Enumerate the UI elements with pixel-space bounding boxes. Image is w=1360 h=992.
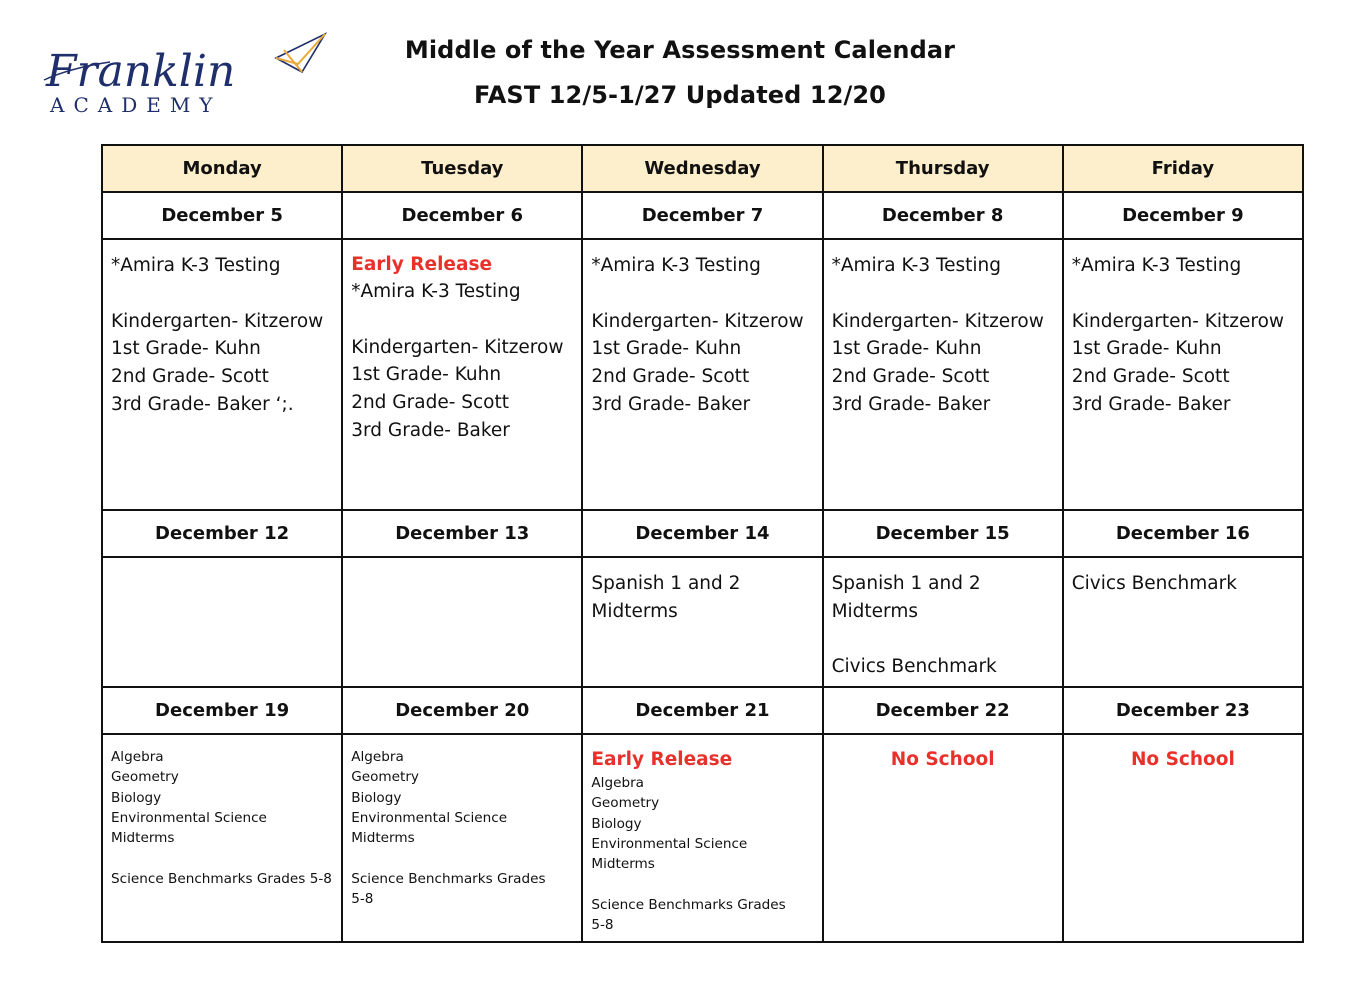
day-cell bbox=[582, 734, 822, 942]
date-label: December 21 bbox=[582, 687, 822, 734]
date-label: December 16 bbox=[1063, 510, 1303, 557]
event-line: Kindergarten- Kitzerow bbox=[591, 310, 804, 332]
event-line: *Amira K-3 Testing bbox=[1071, 255, 1242, 276]
event-line: 3rd Grade- Baker ‘;. bbox=[111, 393, 294, 415]
spacer bbox=[832, 626, 1054, 654]
event-line: 5-8 bbox=[591, 917, 614, 934]
event-line: Midterms bbox=[591, 600, 678, 622]
event-line: Midterms bbox=[351, 830, 415, 847]
weekday-tuesday: Tuesday bbox=[342, 145, 582, 192]
day-cell bbox=[823, 557, 1063, 687]
date-label: December 15 bbox=[823, 510, 1063, 557]
events-row bbox=[102, 239, 1303, 510]
event-line: 1st Grade- Kuhn bbox=[831, 338, 982, 360]
date-label: December 13 bbox=[342, 510, 582, 557]
event-line: 1st Grade- Kuhn bbox=[351, 364, 502, 386]
spacer bbox=[111, 848, 333, 868]
assessment-calendar bbox=[101, 144, 1304, 943]
day-cell bbox=[823, 239, 1063, 510]
date-label: December 5 bbox=[102, 192, 342, 239]
date-label: December 23 bbox=[1063, 687, 1303, 734]
franklin-academy-logo bbox=[40, 28, 340, 118]
event-line: 3rd Grade- Baker bbox=[1071, 393, 1231, 415]
event-line: Environmental Science bbox=[111, 809, 267, 826]
event-line: Algebra bbox=[111, 749, 164, 765]
logo-graphic bbox=[40, 28, 340, 118]
event-line: Midterms bbox=[831, 600, 918, 622]
event-line: 1st Grade- Kuhn bbox=[591, 338, 742, 360]
day-cell bbox=[342, 557, 582, 687]
alert-label: Early Release bbox=[351, 254, 492, 275]
weekday-wednesday: Wednesday bbox=[582, 145, 822, 192]
event-line: *Amira K-3 Testing bbox=[831, 255, 1002, 276]
date-label: December 8 bbox=[823, 192, 1063, 239]
event-line: 2nd Grade- Scott bbox=[831, 366, 990, 388]
day-cell bbox=[342, 239, 582, 510]
day-cell bbox=[582, 239, 822, 510]
day-cell bbox=[1063, 734, 1303, 942]
date-label: December 6 bbox=[342, 192, 582, 239]
event-line: 1st Grade- Kuhn bbox=[111, 338, 261, 360]
event-line: Environmental Science bbox=[591, 835, 748, 852]
weekday-thursday: Thursday bbox=[823, 145, 1063, 192]
page-subtitle: FAST 12/5-1/27 Updated 12/20 bbox=[474, 81, 886, 109]
event-line: Kindergarten- Kitzerow bbox=[1071, 310, 1285, 332]
event-line: Spanish 1 and 2 bbox=[591, 573, 741, 594]
spacer bbox=[591, 874, 813, 894]
spacer bbox=[832, 280, 1054, 308]
day-cell bbox=[102, 734, 342, 942]
page-title: Middle of the Year Assessment Calendar bbox=[404, 36, 956, 64]
weekday-friday: Friday bbox=[1063, 145, 1303, 192]
event-line: Civics Benchmark bbox=[1071, 573, 1237, 594]
date-label: December 19 bbox=[102, 687, 342, 734]
event-line: 3rd Grade- Baker bbox=[831, 393, 991, 415]
day-cell bbox=[1063, 239, 1303, 510]
event-line: Midterms bbox=[591, 856, 655, 873]
date-label: December 9 bbox=[1063, 192, 1303, 239]
event-line: *Amira K-3 Testing bbox=[351, 281, 521, 302]
spacer bbox=[111, 280, 333, 308]
event-line: Biology bbox=[591, 815, 642, 832]
date-row bbox=[102, 510, 1303, 557]
date-row bbox=[102, 192, 1303, 239]
spacer bbox=[351, 848, 573, 868]
day-cell bbox=[823, 734, 1063, 942]
day-cell bbox=[102, 239, 342, 510]
event-line: Algebra bbox=[591, 775, 644, 791]
alert-label: Early Release bbox=[591, 749, 733, 770]
event-line: Kindergarten- Kitzerow bbox=[351, 336, 564, 358]
event-line: Environmental Science bbox=[351, 809, 508, 826]
event-line: Geometry bbox=[111, 769, 179, 786]
alert-label: No School bbox=[890, 749, 995, 770]
date-label: December 12 bbox=[102, 510, 342, 557]
logo-subname: ACADEMY bbox=[50, 93, 222, 117]
event-line: Science Benchmarks Grades bbox=[351, 870, 546, 887]
event-line: Kindergarten- Kitzerow bbox=[111, 310, 324, 332]
event-line: 2nd Grade- Scott bbox=[591, 366, 750, 388]
day-cell bbox=[1063, 557, 1303, 687]
spacer bbox=[351, 306, 573, 334]
event-line: 2nd Grade- Scott bbox=[111, 366, 269, 388]
event-line: 3rd Grade- Baker bbox=[591, 393, 751, 415]
event-line: *Amira K-3 Testing bbox=[111, 255, 281, 276]
day-cell bbox=[102, 557, 342, 687]
date-label: December 20 bbox=[342, 687, 582, 734]
event-line: Biology bbox=[111, 789, 162, 806]
event-line: Geometry bbox=[351, 769, 419, 786]
events-row bbox=[102, 557, 1303, 687]
event-line: Geometry bbox=[591, 795, 660, 812]
event-line: Science Benchmarks Grades 5-8 bbox=[111, 870, 332, 887]
spacer bbox=[1072, 280, 1294, 308]
spacer bbox=[591, 280, 813, 308]
event-line: Midterms bbox=[111, 830, 175, 847]
event-line: Kindergarten- Kitzerow bbox=[831, 310, 1044, 332]
day-cell bbox=[582, 557, 822, 687]
event-line: Algebra bbox=[351, 749, 404, 765]
event-line: 2nd Grade- Scott bbox=[351, 392, 510, 414]
weekday-header-row bbox=[102, 145, 1303, 192]
date-label: December 22 bbox=[823, 687, 1063, 734]
alert-label: No School bbox=[1130, 749, 1235, 770]
events-row bbox=[102, 734, 1303, 942]
event-line: Spanish 1 and 2 bbox=[831, 573, 981, 594]
logo-wordmark: Franklin bbox=[46, 46, 236, 97]
date-label: December 7 bbox=[582, 192, 822, 239]
day-cell bbox=[342, 734, 582, 942]
event-line: Biology bbox=[351, 789, 402, 806]
date-label: December 14 bbox=[582, 510, 822, 557]
event-line: Civics Benchmark bbox=[831, 656, 997, 678]
event-line: 5-8 bbox=[351, 891, 374, 908]
event-line: *Amira K-3 Testing bbox=[591, 255, 761, 276]
event-line: 2nd Grade- Scott bbox=[1071, 366, 1230, 388]
event-line: 1st Grade- Kuhn bbox=[1071, 338, 1222, 360]
event-line: 3rd Grade- Baker bbox=[351, 419, 510, 441]
date-row bbox=[102, 687, 1303, 734]
weekday-monday: Monday bbox=[102, 145, 342, 192]
event-line: Science Benchmarks Grades bbox=[591, 896, 786, 913]
